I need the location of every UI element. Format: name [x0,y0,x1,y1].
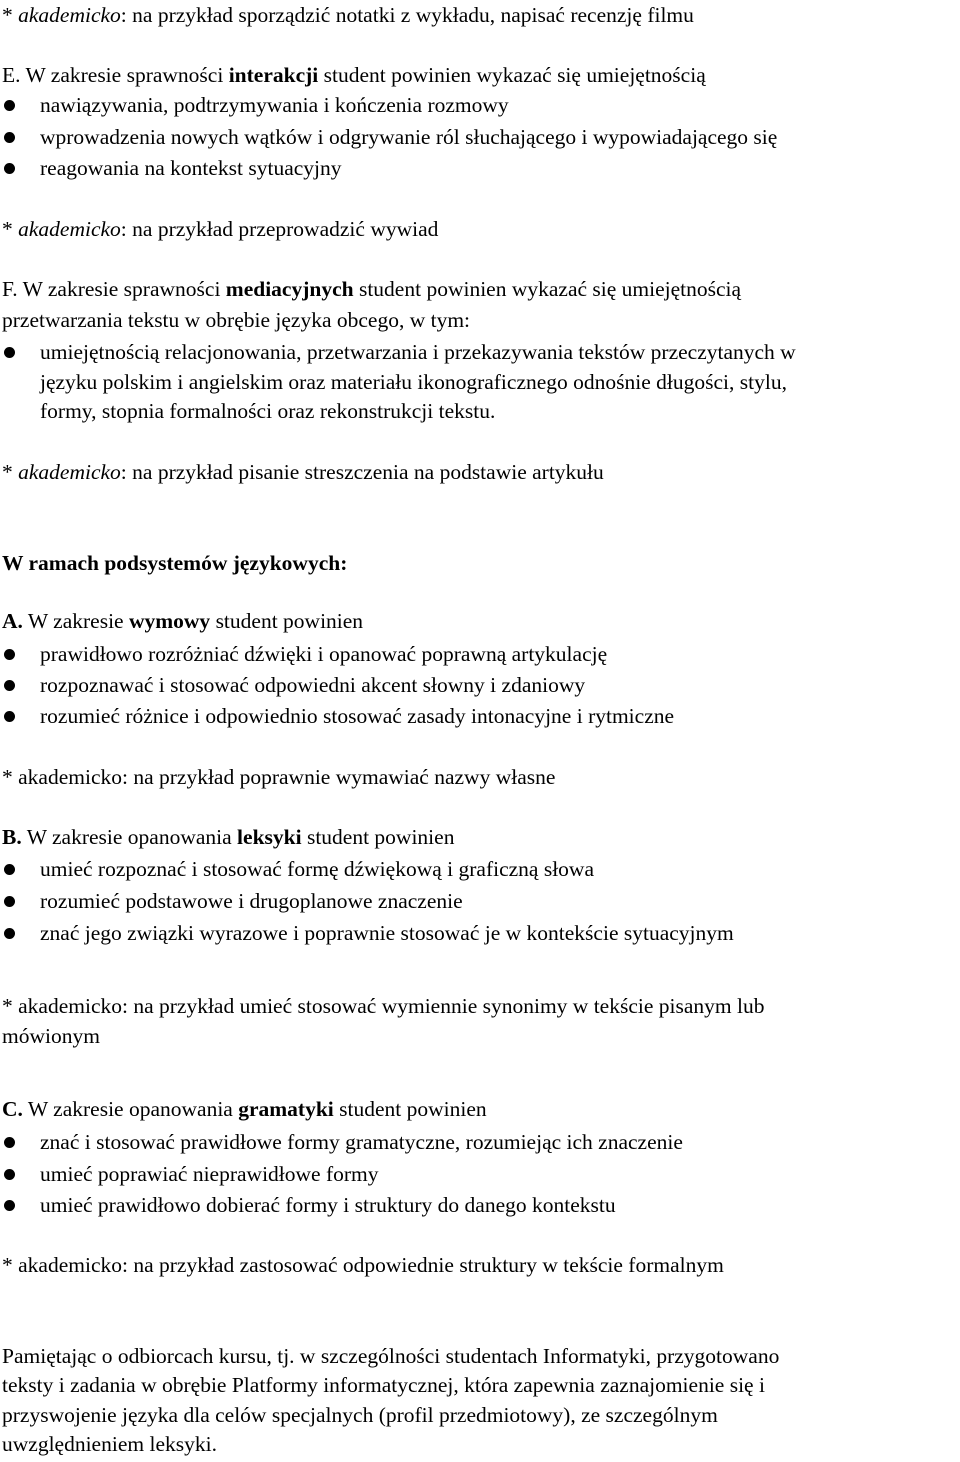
list-item: nawiązywania, podtrzymywania i kończenia rozmowy [40,93,509,117]
subsystems-heading: W ramach podsystemów językowych: [2,551,348,575]
bullet-icon [4,864,15,875]
bullet-icon [4,680,15,691]
heading-text: W zakresie sprawności [17,277,226,301]
list-item: umieć poprawiać nieprawidłowe formy [40,1162,379,1186]
section-letter: E. [2,63,21,87]
list-item-line: formy, stopnia formalności oraz rekonstrukcji tekstu. [40,399,496,423]
heading-bold: mediacyjnych [225,277,354,301]
note-text: : na przykład sporządzić notatki z wykładu, napisać recenzję filmu [120,3,694,27]
bullet-icon [4,100,15,111]
bullet-icon [4,1200,15,1211]
heading-text: student powinien [210,609,364,633]
closing-line: teksty i zadania w obrębie Platformy informatycznej, która zapewnia zaznajomienie się i [2,1373,765,1397]
list-item: rozumieć podstawowe i drugoplanowe znaczenie [40,889,463,913]
section-b-note-line: * akademicko: na przykład umieć stosować wymiennie synonimy w tekście pisanym lub [2,994,765,1018]
note-prefix: * [2,217,19,241]
list-item-line: umiejętnością relacjonowania, przetwarzania i przekazywania tekstów przeczytanych w [40,340,796,364]
note-italic: akademicko [18,3,121,27]
list-item: umieć rozpoznać i stosować formę dźwiękową i graficzną słowa [40,857,594,881]
list-item-line: języku polskim i angielskim oraz materiału ikonograficznego odnośnie długości, stylu, [40,370,787,394]
closing-line: Pamiętając o odbiorcach kursu, tj. w szczególności studentach Informatyki, przygotowano [2,1344,780,1368]
bullet-icon [4,928,15,939]
heading-text: W zakresie opanowania [22,1097,239,1121]
closing-line: uwzględnieniem leksyki. [2,1432,217,1456]
list-item: wprowadzenia nowych wątków i odgrywanie ról słuchającego i wypowiadającego się [40,125,778,149]
note-text: : na przykład pisanie streszczenia na podstawie artykułu [120,460,604,484]
section-e-note [2,214,438,244]
list-item: rozpoznawać i stosować odpowiedni akcent słowny i zdaniowy [40,673,586,697]
note-prefix: * [2,460,19,484]
section-letter: F. [2,277,18,301]
section-b-note-line: mówionym [2,1024,100,1048]
heading-bold: leksyki [237,825,302,849]
heading-bold: gramatyki [238,1097,334,1121]
heading-text: W zakresie [22,609,129,633]
bullet-icon [4,649,15,660]
bullet-icon [4,711,15,722]
closing-line: przyswojenie języka dla celów specjalnych (profil przedmiotowy), ze szczególnym [2,1403,718,1427]
heading-text: student powinien wykazać się umiejętnością [353,277,742,301]
section-f-heading [2,274,741,304]
list-item: reagowania na kontekst sytuacyjny [40,156,342,180]
heading-bold: interakcji [228,63,319,87]
list-item: prawidłowo rozróżniać dźwięki i opanować poprawną artykulację [40,642,608,666]
section-a-heading [2,606,363,636]
note-italic: akademicko [18,217,121,241]
section-e-heading [2,60,706,90]
heading-text: W zakresie opanowania [21,825,238,849]
note-text: : na przykład przeprowadzić wywiad [120,217,439,241]
bullet-icon [4,132,15,143]
section-a-note: * akademicko: na przykład poprawnie wymawiać nazwy własne [2,765,556,789]
note-top [2,0,694,30]
section-f-line2: przetwarzania tekstu w obrębie języka obcego, w tym: [2,308,471,332]
list-item: znać jego związki wyrazowe i poprawnie stosować je w kontekście sytuacyjnym [40,921,734,945]
heading-text: student powinien [301,825,455,849]
bullet-icon [4,1137,15,1148]
heading-bold: wymowy [128,609,211,633]
heading-text: student powinien [333,1097,487,1121]
section-c-heading [2,1094,487,1124]
bullet-icon [4,896,15,907]
bullet-icon [4,163,15,174]
bullet-icon [4,347,15,358]
note-italic: akademicko [18,460,121,484]
bullet-icon [4,1169,15,1180]
section-letter: A. [2,609,23,633]
heading-text: W zakresie sprawności [20,63,229,87]
note-prefix: * [2,3,19,27]
section-letter: B. [2,825,22,849]
list-item: rozumieć różnice i odpowiednio stosować zasady intonacyjne i rytmiczne [40,704,675,728]
section-c-note: * akademicko: na przykład zastosować odpowiednie struktury w tekście formalnym [2,1253,724,1277]
section-f-note [2,457,604,487]
section-b-heading [2,822,454,852]
list-item: znać i stosować prawidłowe formy gramatyczne, rozumiejąc ich znaczenie [40,1130,683,1154]
list-item: umieć prawidłowo dobierać formy i struktury do danego kontekstu [40,1193,616,1217]
section-letter: C. [2,1097,23,1121]
heading-text: student powinien wykazać się umiejętnością [318,63,706,87]
